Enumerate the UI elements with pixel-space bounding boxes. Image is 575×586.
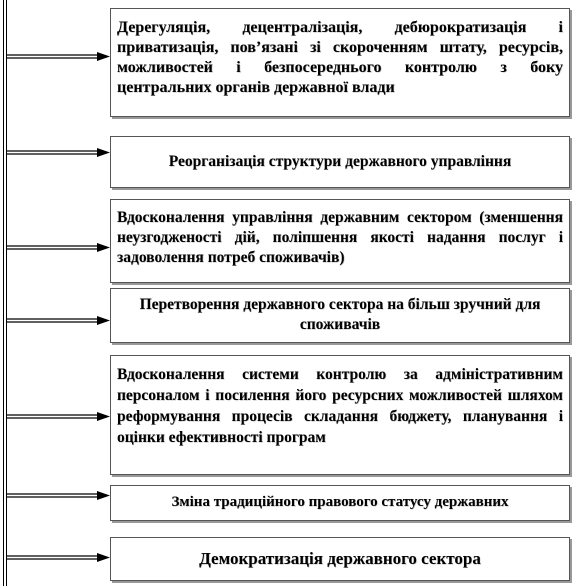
connector-arrow-4 [7, 316, 110, 325]
reform-box-4 [110, 288, 570, 343]
reform-box-7 [110, 537, 570, 581]
reform-box-3 [110, 199, 570, 283]
connector-arrow-5 [7, 412, 110, 421]
reform-box-6 [110, 485, 570, 521]
reform-box-6-text: Зміна традиційного правового статусу державних [171, 494, 509, 510]
connector-arrow-1 [7, 52, 110, 61]
connector-arrow-3 [7, 243, 110, 252]
reform-box-2 [110, 136, 570, 188]
reform-box-5-text: Вдосконалення системи контролю за адміністративним персоналом і посилення його ресурсних можливостей шляхом реформування процесів складання бюджету, планування і оцінки ефективності програм [117, 366, 563, 446]
reform-box-1 [110, 8, 570, 117]
reform-box-2-text: Реорганізація структури державного управління [168, 153, 512, 170]
connector-arrow-6 [7, 491, 110, 500]
reform-box-1-text: Дерегуляція, децентралізація, дебюрократизація і приватизація, пов’язані зі скороченням штату, ресурсів, можливостей і безпосереднього контролю з боку центральних органів державної влади [117, 19, 563, 96]
connector-arrow-2 [7, 148, 110, 157]
reform-box-3-text: Вдосконалення управління державним сектором (зменшення неузгодженості дій, поліпшення якості надання послуг і задоволення потреб споживачів) [117, 209, 563, 266]
reform-box-5 [110, 355, 570, 475]
reform-box-4-text: Перетворення державного сектора на більш зручний для споживачів [139, 296, 541, 333]
reform-box-7-text: Демократизація державного сектора [199, 549, 481, 568]
connector-arrow-7 [7, 553, 110, 562]
